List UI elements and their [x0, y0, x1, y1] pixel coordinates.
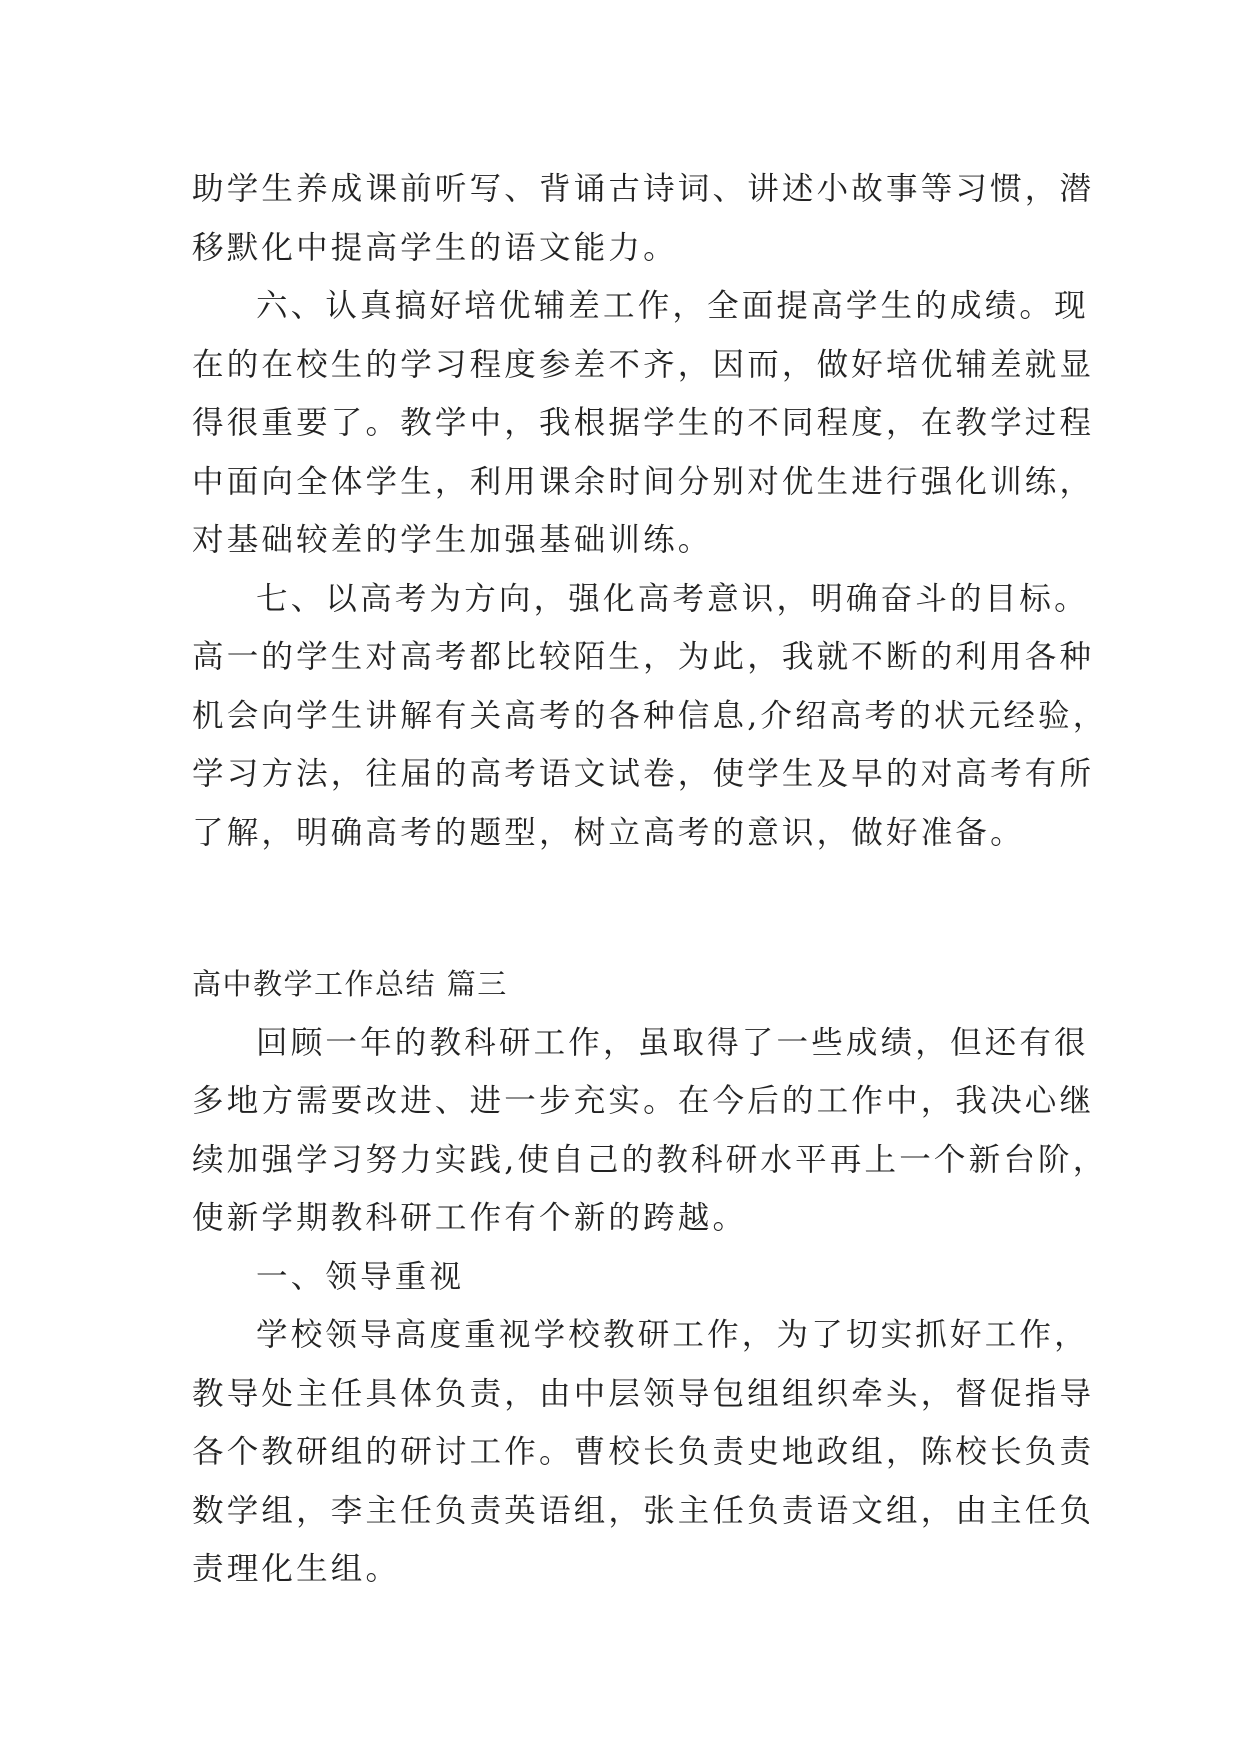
text-line: 学校领导高度重视学校教研工作，为了切实抓好工作， — [256, 1317, 1089, 1353]
text-line: 中面向全体学生，利用课余时间分别对优生进行强化训练， — [192, 463, 1095, 500]
text-line: 学习方法，往届的高考语文试卷，使学生及早的对高考有所 — [192, 756, 1095, 792]
text-line: 使新学期教科研工作有个新的跨越。 — [192, 1200, 748, 1236]
section-spacer — [192, 862, 1052, 955]
text-line: 在的在校生的学习程度参差不齐，因而，做好培优辅差就显 — [192, 346, 1095, 383]
text-line: 机会向学生讲解有关高考的各种信息,介绍高考的状元经验， — [192, 697, 1108, 734]
text-line: 七、以高考为方向，强化高考意识，明确奋斗的目标。 — [256, 580, 1089, 617]
text-line: 续加强学习努力实践,使自己的教科研水平再上一个新台阶， — [192, 1141, 1108, 1178]
text-line: 了解，明确高考的题型，树立高考的意识，做好准备。 — [192, 814, 1025, 851]
section-title: 高中教学工作总结 篇三 — [192, 967, 508, 1001]
text-line: 多地方需要改进、进一步充实。在今后的工作中，我决心继 — [192, 1083, 1095, 1119]
paragraph-continued — [192, 160, 1095, 277]
document-page — [192, 160, 1108, 1599]
text-line: 助学生养成课前听写、背诵古诗词、讲述小故事等习惯，潜 — [192, 171, 1095, 207]
text-line: 高一的学生对高考都比较陌生，为此，我就不断的利用各种 — [192, 639, 1095, 675]
text-line: 各个教研组的研讨工作。曹校长负责史地政组，陈校长负责 — [192, 1434, 1095, 1470]
text-line: 移默化中提高学生的语文能力。 — [192, 229, 678, 266]
subheading: 一、领导重视 — [256, 1258, 465, 1295]
text-line: 得很重要了。教学中，我根据学生的不同程度，在教学过程 — [192, 405, 1095, 441]
text-line: 六、认真搞好培优辅差工作，全面提高学生的成绩。现 — [256, 288, 1089, 324]
text-line: 数学组，李主任负责英语组，张主任负责语文组，由主任负 — [192, 1492, 1095, 1529]
paragraph-review — [192, 1014, 1108, 1248]
text-line: 教导处主任具体负责，由中层领导包组组织牵头，督促指导 — [192, 1375, 1095, 1412]
text-line: 对基础较差的学生加强基础训练。 — [192, 522, 713, 558]
paragraph-leadership — [192, 1306, 1095, 1599]
text-line: 责理化生组。 — [192, 1551, 401, 1587]
text-line: 回顾一年的教科研工作，虽取得了一些成绩，但还有很 — [256, 1024, 1089, 1061]
paragraph-six — [192, 277, 1095, 570]
paragraph-seven — [192, 570, 1108, 863]
